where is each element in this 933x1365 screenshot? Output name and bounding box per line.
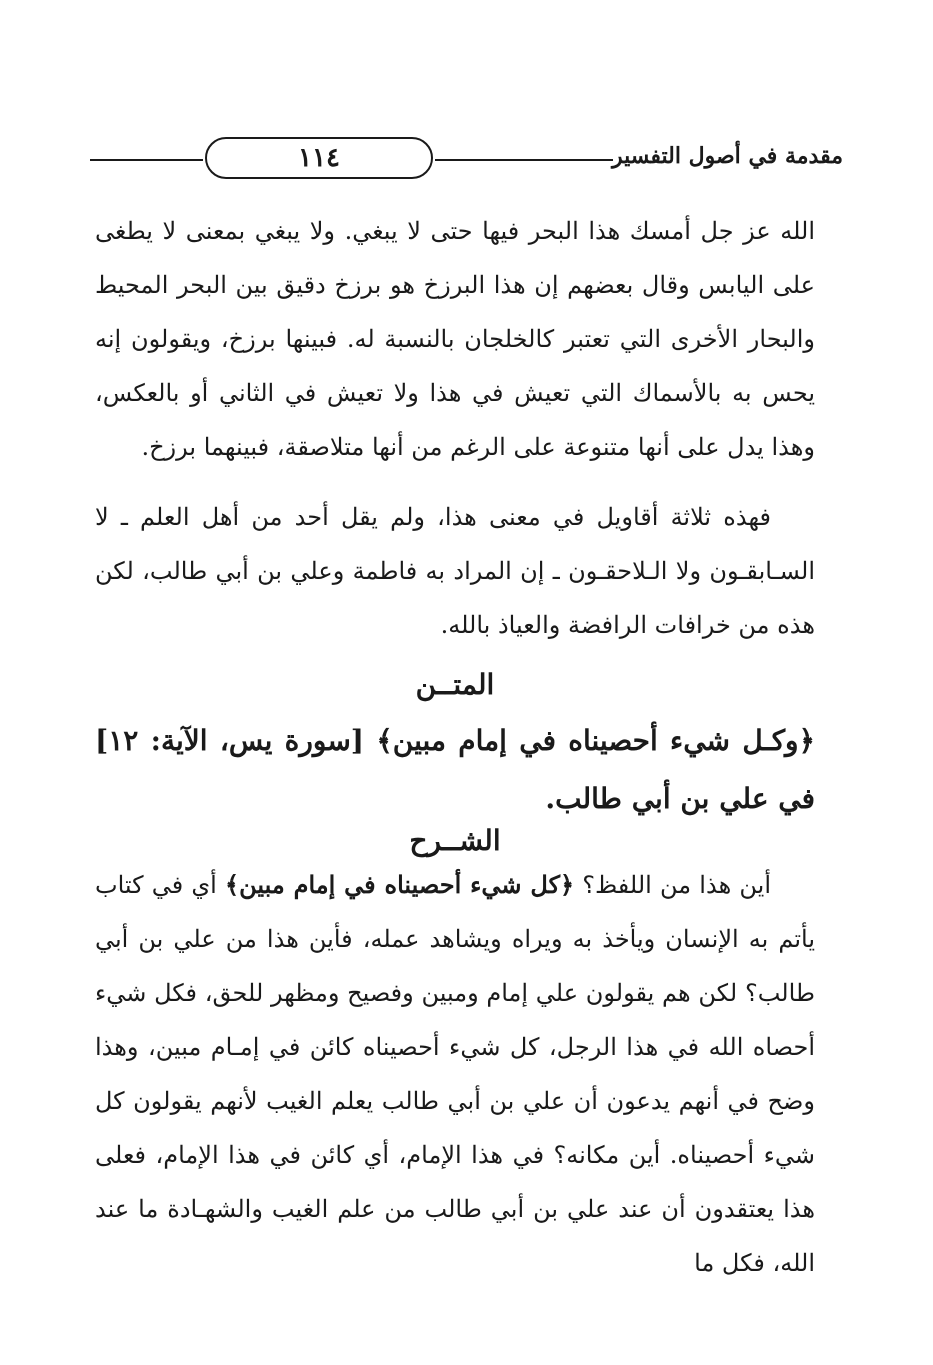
matn-paragraph: ﴿وكـل شيء أحصيناه في إمام مبين﴾ [سورة يس، الآية: ١٢] في علي بن أبي طالب.: [95, 724, 815, 815]
sharh-text: [95, 858, 815, 1290]
header-rule: [435, 159, 613, 161]
paragraph: [95, 204, 815, 474]
matn-text: [95, 712, 815, 828]
paragraph-text: الله عز جل أمسك هذا البحر فيها حتى لا يبغي. ولا يبغي بمعنى لا يطغى على اليابس وقال بعضهم إن هذا البرزخ هو برزخ دقيق بين البحر المحيط والبحار الأخرى التي تعتبر كالخلجان بالنسبة له. فبينها برزخ، ويقولون إنه يحس به بالأسماك التي تعيش في هذا ولا تعيش في الثاني أو بالعكس، وهذا يدل على أنها متنوعة على الرغم من أنها متلاصقة، فبينهما برزخ.: [95, 217, 815, 461]
sharh-heading: الشــرح: [409, 824, 501, 857]
quran-verse: ﴿كل شيء أحصيناه في إمام مبين﴾: [225, 870, 575, 899]
matn-heading: المتــن: [415, 668, 495, 701]
page-number: ١١٤: [205, 137, 433, 179]
running-header: [90, 137, 843, 183]
sharh-text-after: أي في كتاب يأتم به الإنسان ويأخذ به ويراه ويشاهد عمله، فأين هذا من علي بن أبي طالب؟ لكن هم يقولون علي إمام ومبين وفصيح ومظهر للحق، فكل شيء أحصاه الله في هذا الرجل، كل شيء أحصيناه كائن في إمـام مبين، وهذا وضح في أنهم يدعون أن علي بن أبي طالب يعلم الغيب لأنهم يقولون كل شيء أحصيناه. أين مكانه؟ في هذا الإمام، أي كائن في هذا الإمام، فعلى هذا يعتقدون أن عند علي بن أبي طالب من علم الغيب والشهـادة ما عند الله، فكل ما: [95, 871, 815, 1277]
header-rule: [90, 159, 203, 161]
sharh-paragraph: [95, 858, 815, 1290]
book-title: مقدمة في أصول التفسير: [612, 143, 843, 169]
sharh-text-before: أين هذا من اللفظ؟: [574, 871, 772, 899]
paragraph-text: فهذه ثلاثة أقاويل في معنى هذا، ولم يقل أحد من أهل العلم ـ لا السـابقـون ولا الـلاحقـون ـ إن المراد به فاطمة وعلي بن أبي طالب، لكن هذه من خرافات الرافضة والعياذ بالله.: [95, 503, 815, 639]
paragraph: [95, 490, 815, 652]
